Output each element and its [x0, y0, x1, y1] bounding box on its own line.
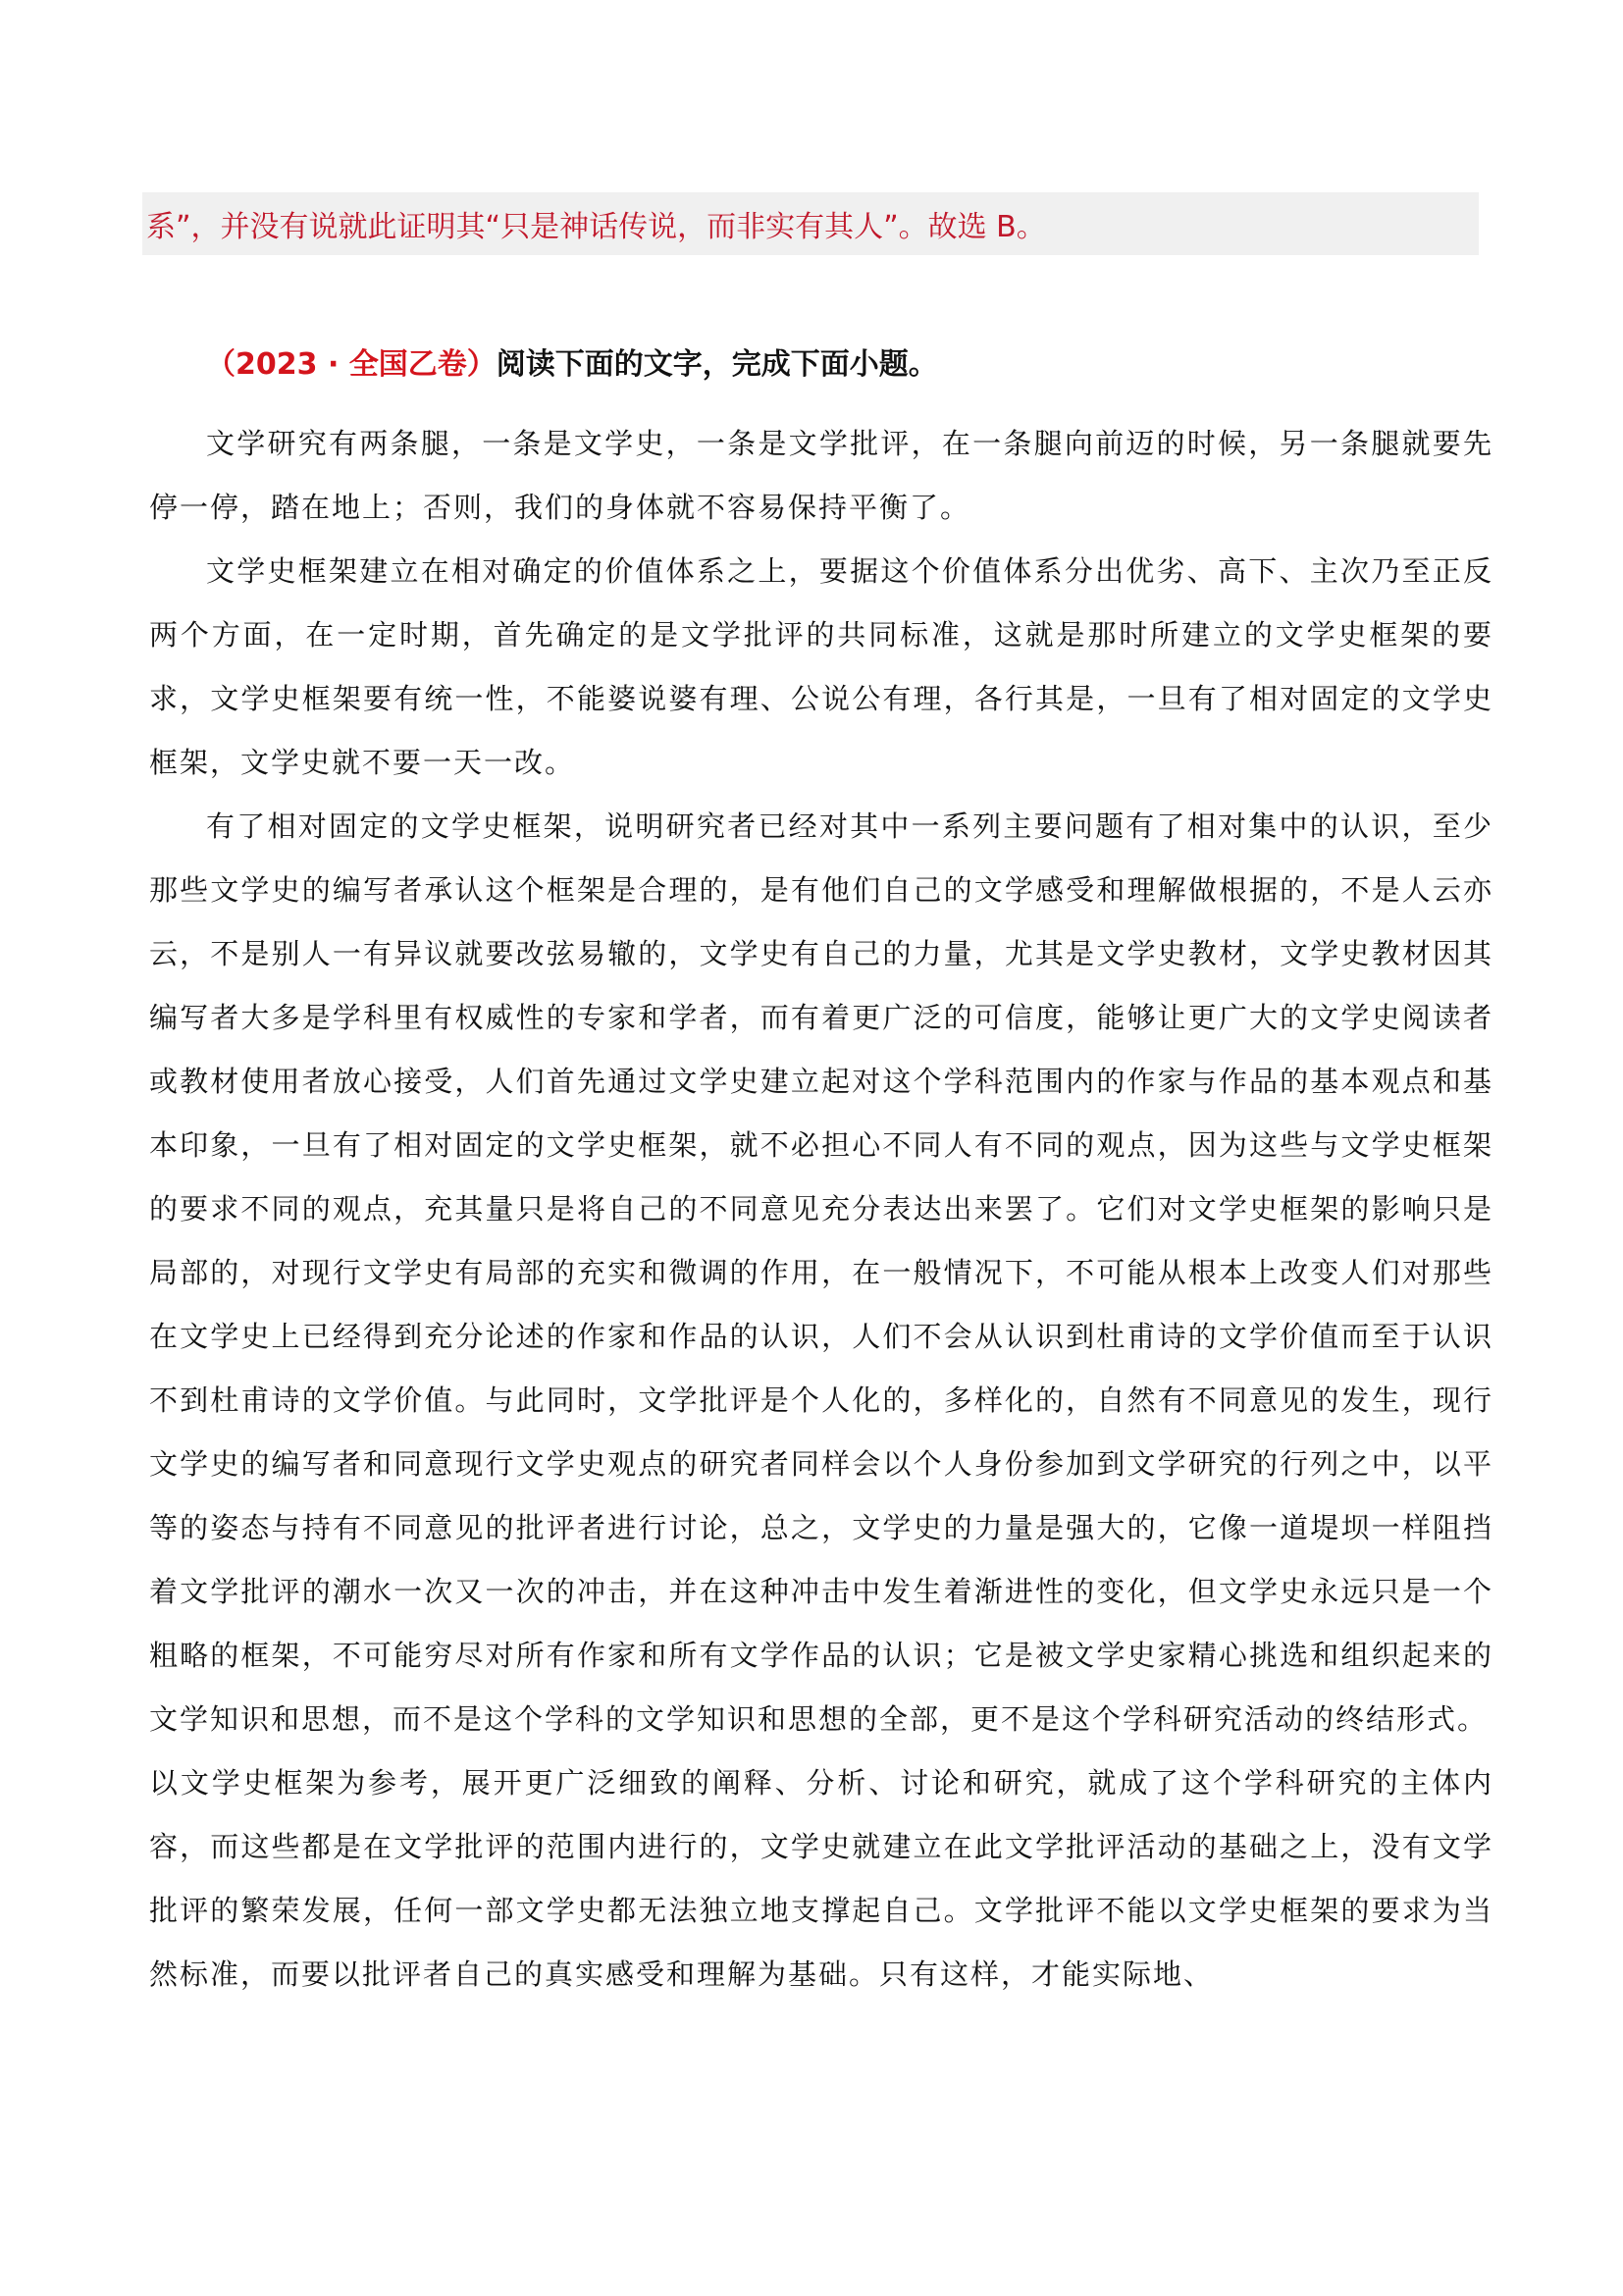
passage-paragraph: 文学史框架建立在相对确定的价值体系之上，要据这个价值体系分出优劣、高下、主次乃至正反两个方面，在一定时期，首先确定的是文学批评的共同标准，这就是那时所建立的文学史框架的要求，文学史框架要有统一性，不能婆说婆有理、公说公有理，各行其是，一旦有了相对固定的文学史框架，文学史就不要一天一改。	[149, 554, 1493, 779]
passage-paragraph: 以文学史框架为参考，展开更广泛细致的阐释、分析、讨论和研究，就成了这个学科研究的主体内容，而这些都是在文学批评的范围内进行的，文学史就建立在此文学批评活动的基础之上，没有文学批评的繁荣发展，任何一部文学史都无法独立地支撑起自己。文学批评不能以文学史框架的要求为当然标准，而要以批评者自己的真实感受和理解为基础。只有这样，才能实际地、	[149, 1766, 1493, 1991]
reading-passage	[149, 412, 1493, 2007]
answer-explanation-box	[142, 192, 1479, 255]
answer-explanation-text: 系”，并没有说就此证明其“只是神话传说，而非实有其人”。故选 B。	[146, 210, 1046, 244]
passage-paragraph: 有了相对固定的文学史框架，说明研究者已经对其中一系列主要问题有了相对集中的认识，至少那些文学史的编写者承认这个框架是合理的，是有他们自己的文学感受和理解做根据的，不是人云亦云，不是别人一有异议就要改弦易辙的，文学史有自己的力量，尤其是文学史教材，文学史教材因其编写者大多是学科里有权威性的专家和学者，而有着更广泛的可信度，能够让更广大的文学史阅读者或教材使用者放心接受，人们首先通过文学史建立起对这个学科范围内的作家与作品的基本观点和基本印象，一旦有了相对固定的文学史框架，就不必担心不同人有不同的观点，因为这些与文学史框架的要求不同的观点，充其量只是将自己的不同意见充分表达出来罢了。它们对文学史框架的影响只是局部的，对现行文学史有局部的充实和微调的作用，在一般情况下，不可能从根本上改变人们对那些在文学史上已经得到充分论述的作家和作品的认识，人们不会从认识到杜甫诗的文学价值而至于认识不到杜甫诗的文学价值。与此同时，文学批评是个人化的，多样化的，自然有不同意见的发生，现行文学史的编写者和同意现行文学史观点的研究者同样会以个人身份参加到文学研究的行列之中，以平等的姿态与持有不同意见的批评者进行讨论，总之，文学史的力量是强大的，它像一道堤坝一样阻挡着文学批评的潮水一次又一次的冲击，并在这种冲击中发生着渐进性的变化，但文学史永远只是一个粗略的框架，不可能穷尽对所有作家和所有文学作品的认识；它是被文学史家精心挑选和组织起来的文学知识和思想，而不是这个学科的文学知识和思想的全部，更不是这个学科研究活动的终结形式。	[149, 809, 1493, 1736]
question-instruction: 阅读下面的文字，完成下面小题。	[496, 347, 938, 382]
exam-source-tag: （2023 · 全国乙卷）	[206, 347, 497, 382]
question-heading	[206, 339, 938, 383]
passage-paragraph: 文学研究有两条腿，一条是文学史，一条是文学批评，在一条腿向前迈的时候，另一条腿就要先停一停，踏在地上；否则，我们的身体就不容易保持平衡了。	[149, 427, 1493, 524]
